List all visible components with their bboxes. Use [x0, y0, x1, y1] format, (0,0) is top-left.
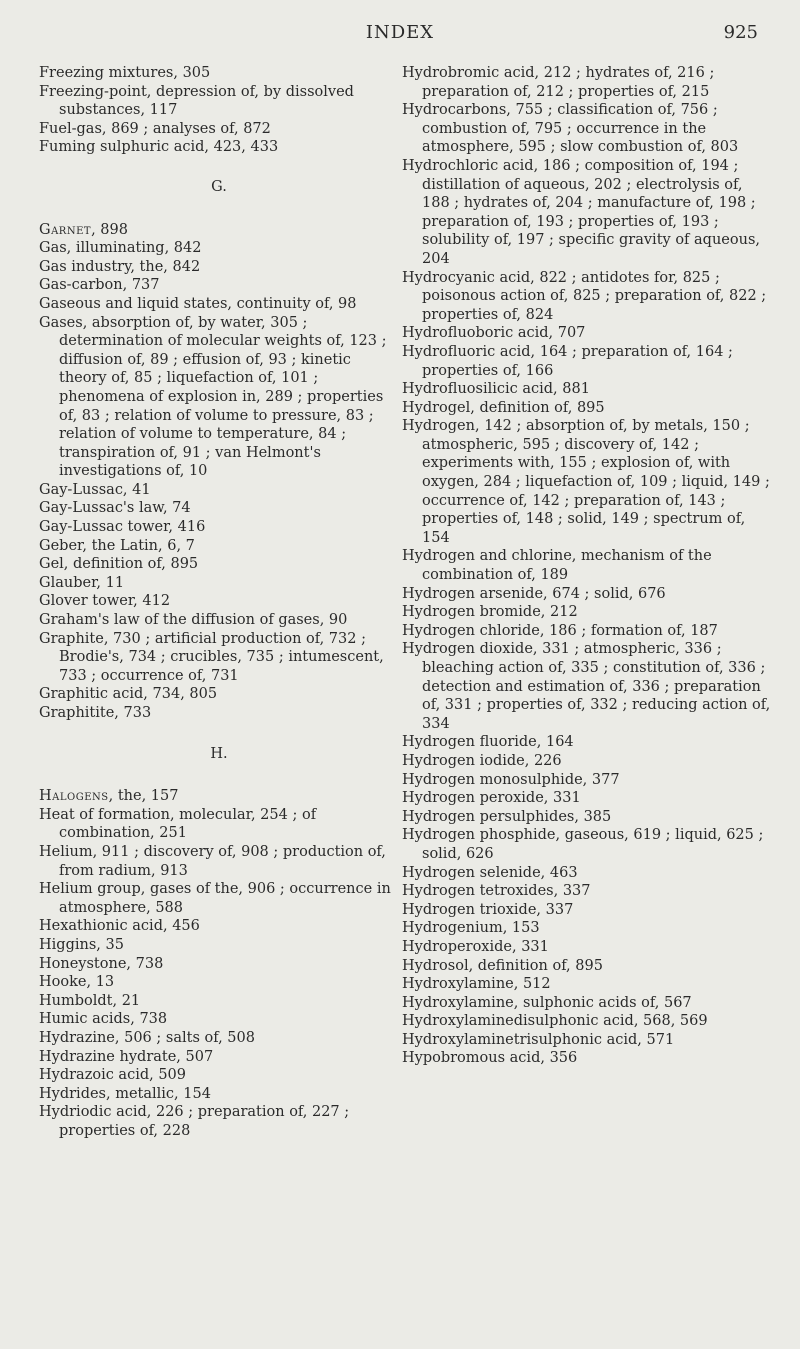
index-entry: Hydroxylaminedisulphonic acid, 568, 569 — [402, 1013, 708, 1030]
running-title: INDEX — [365, 22, 435, 43]
index-entry: Hydrogen peroxide, 331 — [402, 790, 581, 807]
index-entry: Hydroxylaminetrisulphonic acid, 571 — [402, 1031, 675, 1048]
index-entry: Hydrides, metallic, 154 — [39, 1085, 211, 1102]
index-entry: Hydrogen trioxide, 337 — [402, 901, 574, 918]
index-entry: Gay-Lussac tower, 416 — [39, 519, 206, 536]
page-number: 925 — [723, 22, 758, 43]
index-entry: Hydrogel, definition of, 895 — [402, 399, 605, 416]
index-entry: Hydroperoxide, 331 — [402, 938, 549, 955]
index-entry: Hydrogen phosphide, gaseous, 619 ; liquid, 625 ; solid, 626 — [402, 827, 764, 862]
index-entry: Hydrosol, definition of, 895 — [402, 957, 603, 974]
index-entry: Freezing-point, depression of, by dissolved substances, 117 — [39, 83, 354, 119]
index-entry: Humboldt, 21 — [39, 992, 141, 1009]
index-entry: Graphitic acid, 734, 805 — [39, 686, 218, 703]
index-entry: Hydrobromic acid, 212 ; hydrates of, 216 ; preparation of, 212 ; properties of, 215 — [402, 65, 715, 100]
index-entry: Glover tower, 412 — [39, 593, 171, 610]
index-entry: Hydrogen dioxide, 331 ; atmospheric, 336 ; bleaching action of, 335 ; constitution of, 336 ; detection and estimation of, 336 ; preparation of, 331 ; properties of, 332 ; reducing action of, 334 — [402, 641, 771, 732]
index-entry: Helium, 911 ; discovery of, 908 ; production of, from radium, 913 — [39, 843, 386, 879]
index-entry: Gaseous and liquid states, continuity of, 98 — [39, 295, 357, 312]
index-entry: Hexathionic acid, 456 — [39, 918, 200, 935]
index-entry: Gas industry, the, 842 — [39, 258, 201, 275]
index-entry: Geber, the Latin, 6, 7 — [39, 537, 195, 554]
index-entry: Gay-Lussac's law, 74 — [39, 500, 191, 517]
index-entry: Hydrogen, 142 ; absorption of, by metals, 150 ; atmospheric, 595 ; discovery of, 142 ; experiments with, 155 ; explosion of, with oxygen, 284 ; liquefaction of, 109 ; liquid, 149 ; occurrence of, 142 ; preparation of, 143 ; properties of, 148 ; solid, 149 ; spectrum of, 154 — [402, 418, 770, 546]
section-letter-h: H. — [210, 745, 228, 762]
index-entry: Hydroxylamine, 512 — [402, 976, 551, 993]
index-entry: Hydrocarbons, 755 ; classification of, 756 ; combustion of, 795 ; occurrence in the atmosphere, 595 ; slow combustion of, 803 — [402, 102, 739, 156]
entry-rest: , the, 157 — [108, 788, 179, 805]
index-entry: Hydrogen iodide, 226 — [402, 752, 562, 769]
index-entry: Hooke, 13 — [39, 974, 115, 991]
index-entry: Hydrazoic acid, 509 — [39, 1067, 187, 1084]
index-column-right — [402, 64, 772, 1068]
index-entry: Hydrazine, 506 ; salts of, 508 — [39, 1029, 255, 1046]
index-entry: Hydrofluoric acid, 164 ; preparation of, 164 ; properties of, 166 — [402, 343, 733, 379]
index-entry: Hydrogen monosulphide, 377 — [402, 771, 620, 788]
entry-head: Garnet — [39, 221, 92, 238]
index-entry: Gases, absorption of, by water, 305 ; determination of molecular weights of, 123 ; diffusion of, 89 ; effusion of, 93 ; kinetic theory of, 85 ; liquefaction of, 101 ; phenomena of explosion in, 289 ; properties of, 83 ; relation of volume to pressure, 83 ; relation of volume to temperature, 84 ; transpiration of, 91 ; van Helmont's investigations of, 10 — [39, 314, 387, 480]
index-entry: Hydrochloric acid, 186 ; composition of, 194 ; distillation of aqueous, 202 ; electrolysis of, 188 ; hydrates of, 204 ; manufacture of, 198 ; preparation of, 193 ; properties of, 193 ; solubility of, 197 ; specific gravity of aqueous, 204 — [402, 157, 760, 267]
index-entry: Fuming sulphuric acid, 423, 433 — [39, 139, 279, 156]
section-letter-g: G. — [211, 178, 227, 195]
index-entry: Hydriodic acid, 226 ; preparation of, 227 ; properties of, 228 — [39, 1104, 350, 1139]
index-entry: Hydrazine hydrate, 507 — [39, 1048, 214, 1065]
index-entry: Graphite, 730 ; artificial production of, 732 ; Brodie's, 734 ; crucibles, 735 ; intumescent, 733 ; occurrence of, 731 — [39, 630, 384, 684]
index-entry: Hydrogen fluoride, 164 — [402, 734, 574, 751]
index-entry: Higgins, 35 — [39, 936, 124, 953]
page-header — [0, 16, 800, 46]
index-entry: Hydrogenium, 153 — [402, 920, 540, 937]
index-entry: Hypobromous acid, 356 — [402, 1050, 578, 1067]
index-entry: Humic acids, 738 — [39, 1011, 168, 1028]
index-entry: Hydrogen chloride, 186 ; formation of, 187 — [402, 622, 718, 639]
index-entry: Hydrogen arsenide, 674 ; solid, 676 — [402, 585, 666, 602]
index-entry — [39, 787, 399, 806]
index-entry: Heat of formation, molecular, 254 ; of combination, 251 — [39, 806, 317, 842]
index-entry: Graham's law of the diffusion of gases, 90 — [39, 612, 348, 629]
index-entry: Hydrogen bromide, 212 — [402, 604, 578, 621]
index-entry: Helium group, gases of the, 906 ; occurrence in atmosphere, 588 — [39, 881, 391, 916]
index-entry: Gel, definition of, 895 — [39, 556, 199, 573]
entry-rest: , 898 — [91, 221, 128, 238]
index-entry: Hydrofluoboric acid, 707 — [402, 325, 586, 342]
index-entry: Hydrogen tetroxides, 337 — [402, 883, 591, 900]
index-entry: Gay-Lussac, 41 — [39, 481, 151, 498]
index-entry: Hydrogen persulphides, 385 — [402, 808, 612, 825]
index-column-left — [39, 64, 399, 1140]
index-entry — [39, 221, 399, 240]
index-entry: Graphitite, 733 — [39, 705, 152, 721]
index-entry: Gas-carbon, 737 — [39, 277, 160, 294]
index-entry: Hydrogen and chlorine, mechanism of the combination of, 189 — [402, 548, 712, 584]
entry-head: Halogens — [39, 788, 109, 805]
index-entry: Freezing mixtures, 305 — [39, 65, 211, 81]
index-entry: Fuel-gas, 869 ; analyses of, 872 — [39, 120, 271, 137]
index-entry: Hydrogen selenide, 463 — [402, 864, 578, 881]
index-entry: Hydrofluosilicic acid, 881 — [402, 381, 590, 398]
index-entry: Glauber, 11 — [39, 574, 125, 591]
index-entry: Gas, illuminating, 842 — [39, 240, 202, 257]
index-entry: Hydroxylamine, sulphonic acids of, 567 — [402, 994, 692, 1011]
index-entry: Honeystone, 738 — [39, 955, 164, 972]
index-entry: Hydrocyanic acid, 822 ; antidotes for, 825 ; poisonous action of, 825 ; preparation of, 822 ; properties of, 824 — [402, 269, 767, 323]
